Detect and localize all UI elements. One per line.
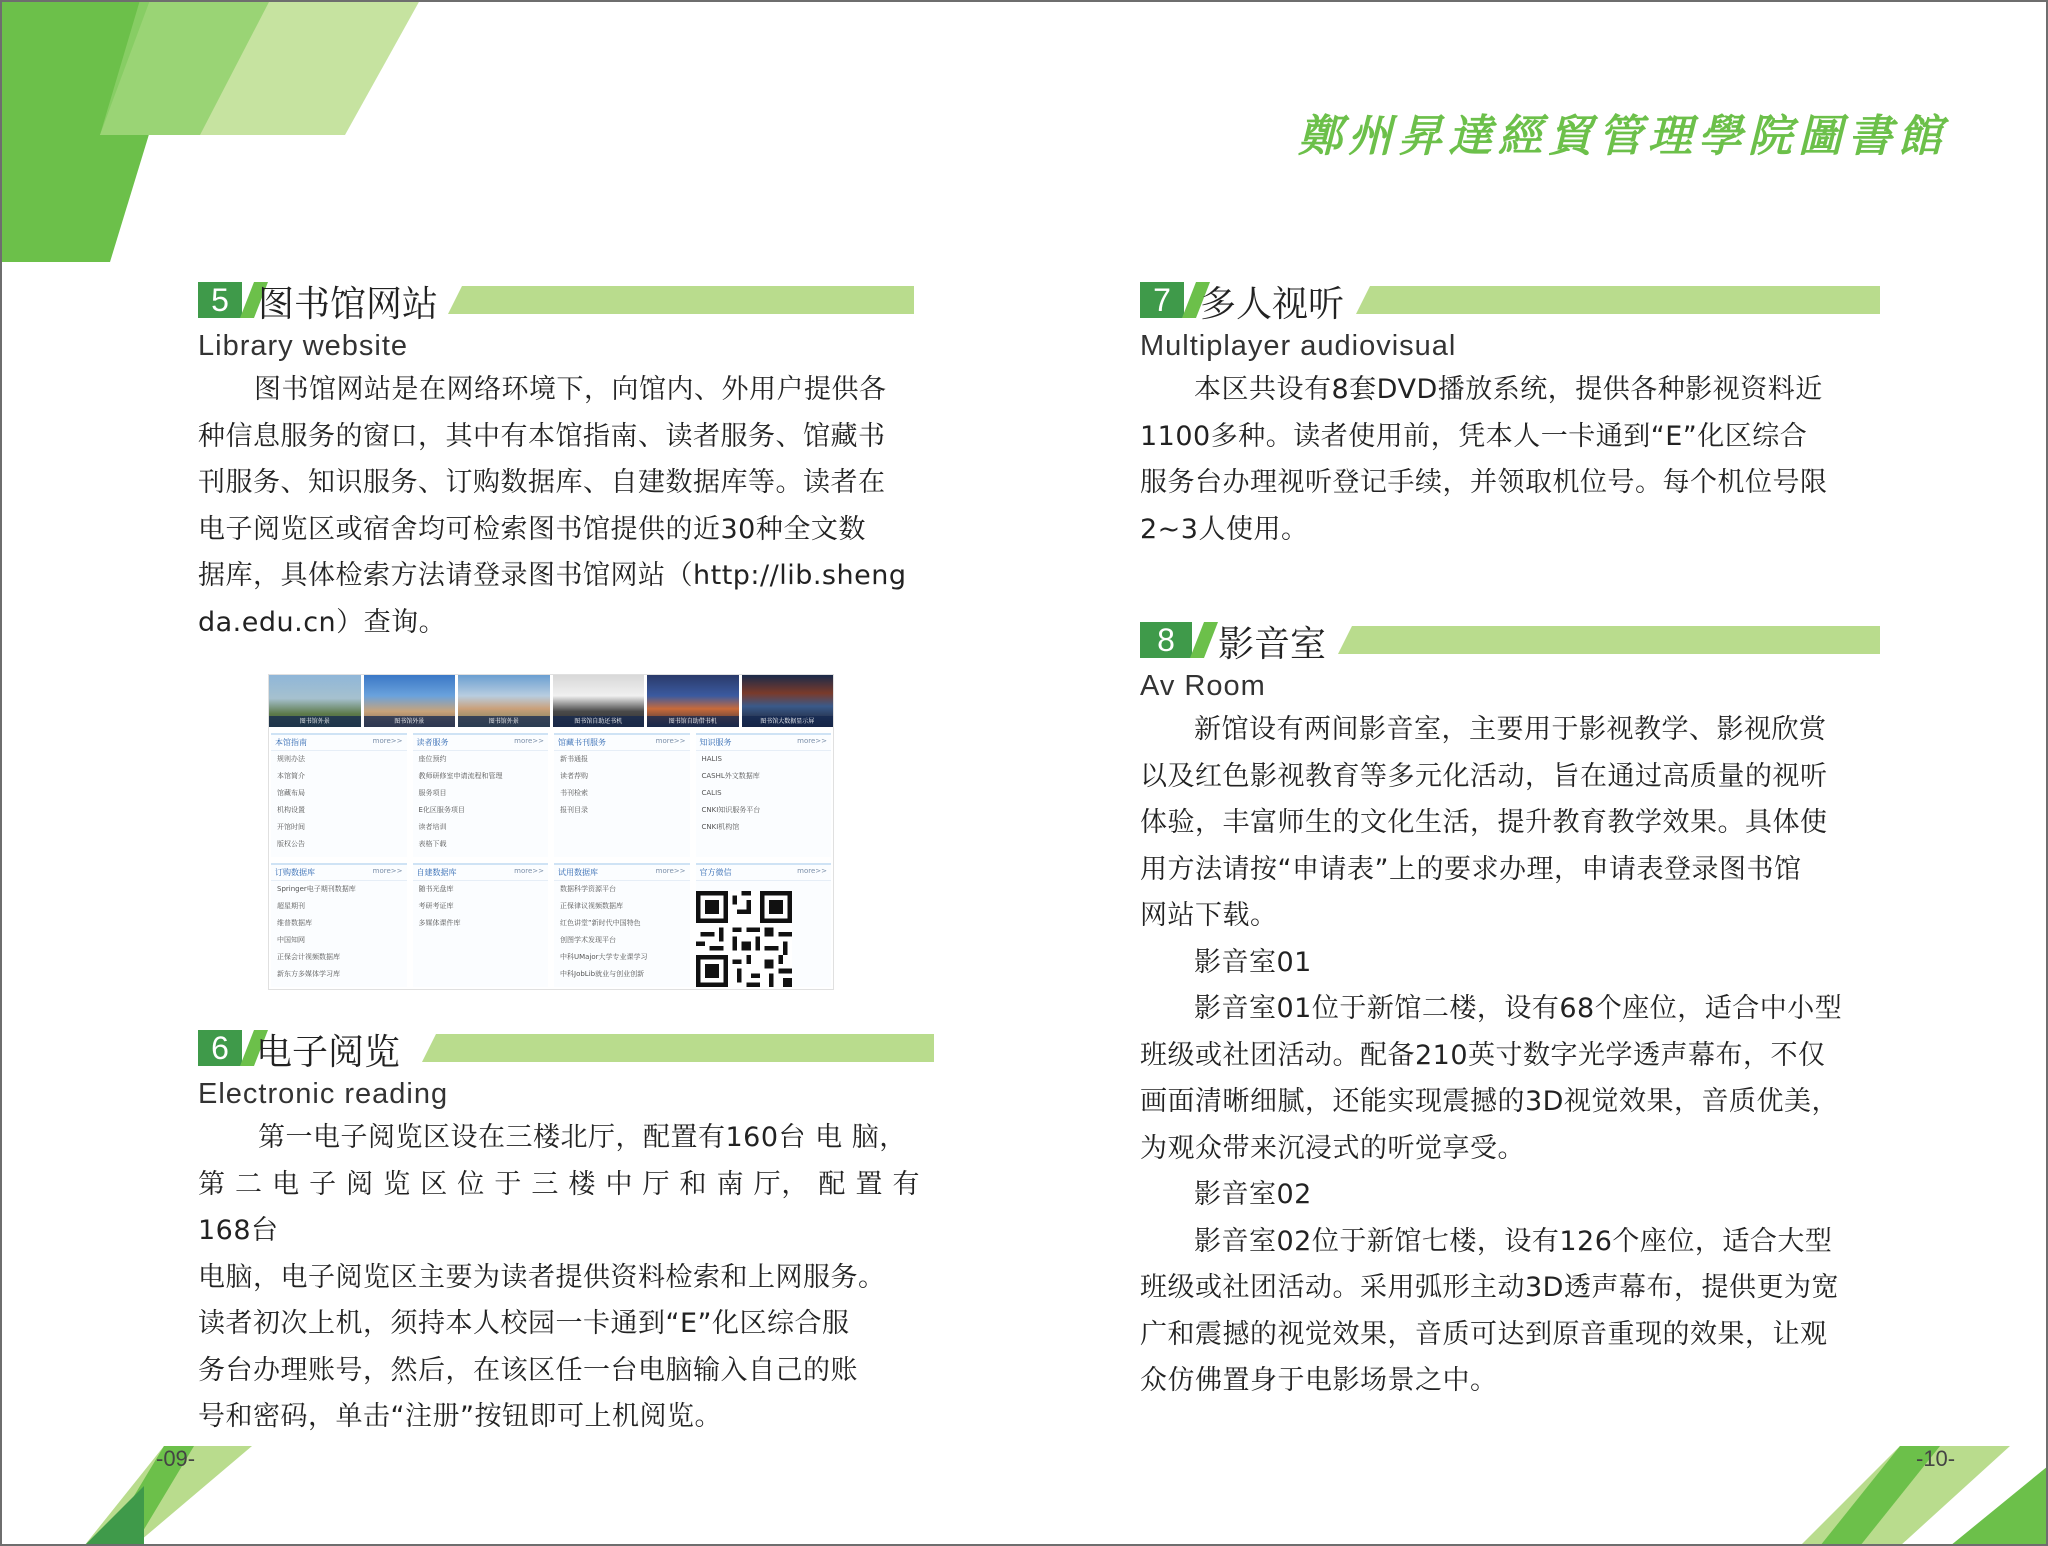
box-link[interactable]: 教师研修室申请流程和管理 [418,772,503,780]
box-link[interactable]: E化区服务项目 [418,806,465,814]
text-line: 影音室01 [1194,946,1312,978]
section-number: 6 [198,1030,242,1066]
section-subtitle: Av Room [1140,670,1266,702]
box-link[interactable]: 表格下载 [418,840,447,848]
more-link[interactable]: more>> [655,737,686,745]
box-title: 馆藏书刊服务 [558,738,606,747]
more-link[interactable]: more>> [655,867,686,875]
section-title: 影音室 [1218,624,1327,665]
box-link[interactable]: 创图学术发现平台 [560,936,616,944]
text-line: da.edu.cn）查询。 [198,606,447,638]
box-link[interactable]: 超星期刊 [277,902,305,910]
library-name-header: 鄭州昇達經貿管理學院圖書館 [1298,111,1948,162]
text-line: 网站下载。 [1140,900,1278,931]
box-title: 试用数据库 [558,868,598,877]
more-link[interactable]: more>> [372,867,403,875]
photo-caption: 图书馆外景 [458,716,550,727]
text-line: 第 二 电 子 阅 览 区 位 于 三 楼 中 厅 和 南 厅， 配 置 有168台 [198,1168,921,1246]
text-line: 读者初次上机，须持本人校园一卡通到“E”化区综合服 [198,1308,850,1339]
box-link[interactable]: 馆藏布局 [277,789,305,797]
box-title: 订购数据库 [275,868,315,877]
more-link[interactable]: more>> [514,867,544,875]
box-title: 自建数据库 [416,868,457,877]
box-link[interactable]: 报刊目录 [560,806,588,814]
text-line: 众仿佛置身于电影场景之中。 [1140,1365,1498,1396]
box-link[interactable]: 考研考证库 [418,902,454,910]
box-link[interactable]: HALIS [701,755,722,763]
text-line: 务台办理账号，然后，在该区任一台电脑输入自己的账 [198,1354,858,1386]
text-line: 号和密码，单击“注册”按钮即可上机阅览。 [198,1401,722,1432]
box-link[interactable]: 规则办法 [277,755,305,763]
text-line: 以及红色影视教育等多元化活动，旨在通过高质量的视听 [1140,760,1828,792]
box-link[interactable]: 数据科学资源平台 [560,885,616,893]
text-line: 种信息服务的窗口，其中有本馆指南、读者服务、馆藏书 [198,420,886,452]
section-number: 8 [1140,622,1192,658]
text-line: 本区共设有8套DVD播放系统，提供各种影视资料近 [1194,374,1823,405]
box-link[interactable]: 机构设置 [277,806,305,814]
text-line: 服务台办理视听登记手续，并领取机位号。每个机位号限 [1140,467,1828,498]
text-line: 用方法请按“申请表”上的要求办理，申请表登录图书馆 [1140,853,1802,885]
text-line: 刊服务、知识服务、订购数据库、自建数据库等。读者在 [198,467,886,498]
text-line: 体验，丰富师生的文化生活，提升教育教学效果。具体使 [1140,807,1828,838]
box-link[interactable]: 红色讲堂”新时代中国特色 [560,919,641,927]
more-link[interactable]: more>> [514,737,544,745]
box-link[interactable]: 正保会计视频数据库 [277,953,340,961]
text-line: 新馆设有两间影音室，主要用于影视教学、影视欣赏 [1194,714,1827,745]
section-title: 图书馆网站 [258,284,439,325]
photo-caption: 图书馆自助借书机 [647,716,739,727]
box-link[interactable]: 新东方多媒体学习库 [277,970,340,978]
page-number-right: -10- [1916,1446,1956,1471]
box-link[interactable]: 读者荐购 [560,772,588,780]
box-title: 读者服务 [416,738,449,747]
box-link[interactable]: 维普数据库 [277,919,312,927]
text-line: 第一电子阅览区设在三楼北厅，配置有160台 电 脑， [258,1122,907,1153]
text-line: 为观众带来沉浸式的听觉享受。 [1140,1132,1525,1164]
box-link[interactable]: 中科UMajor大学专业课学习 [560,953,648,961]
more-link[interactable]: more>> [797,737,827,745]
box-link[interactable]: 读者培训 [418,823,447,831]
box-link[interactable]: 多媒体课件库 [418,919,461,927]
section-subtitle: Library website [198,330,409,362]
box-link[interactable]: CALIS [701,789,722,797]
section-subtitle: Multiplayer audiovisual [1140,330,1457,362]
box-link[interactable]: 中国知网 [277,936,305,944]
text-line: 1100多种。读者使用前，凭本人一卡通到“E”化区综合 [1140,420,1808,452]
box-title: 知识服务 [699,738,732,747]
text-line: 班级或社团活动。配备210英寸数字光学透声幕布，不仅 [1140,1039,1826,1071]
text-line: 影音室02位于新馆七楼，设有126个座位，适合大型 [1194,1225,1833,1257]
box-title: 官方微信 [699,868,732,877]
more-link[interactable]: more>> [797,867,827,875]
text-line: 电脑，电子阅览区主要为读者提供资料检索和上网服务。 [198,1261,886,1293]
text-line: 图书馆网站是在网络环境下，向馆内、外用户提供各 [254,374,887,405]
photo-caption: 图书馆大数据显示屏 [742,716,834,727]
text-line: 影音室01位于新馆二楼，设有68个座位，适合中小型 [1194,993,1843,1024]
box-link[interactable]: 随书光盘库 [418,885,454,893]
box-link[interactable]: 服务项目 [418,789,447,797]
box-link[interactable]: Springer电子期刊数据库 [277,885,356,893]
text-line: 2~3人使用。 [1140,513,1309,545]
box-link[interactable]: CASHL外文数据库 [701,772,760,780]
box-link[interactable]: 开馆时间 [277,823,305,831]
photo-caption: 图书馆外景 [269,716,361,727]
section-subtitle: Electronic reading [198,1078,449,1110]
box-link[interactable]: 正保律议视频数据库 [560,902,623,910]
text-line: 据库，具体检索方法请登录图书馆网站（http://lib.sheng [198,560,907,591]
text-line: 电子阅览区或宿舍均可检索图书馆提供的近30种全文数 [198,513,866,545]
text-line: 广和震撼的视觉效果，音质可达到原音重现的效果，让观 [1140,1318,1828,1350]
more-link[interactable]: more>> [372,737,403,745]
box-link[interactable]: 座位预约 [418,755,447,763]
box-link[interactable]: 版权公告 [277,840,305,848]
box-link[interactable]: CNKI知识服务平台 [701,806,761,814]
section-number: 5 [198,282,242,318]
text-line: 班级或社团活动。采用弧形主动3D透声幕布，提供更为宽 [1140,1272,1839,1303]
page-number-left: -09- [156,1446,196,1471]
box-link[interactable]: CNKI机构馆 [701,823,740,831]
box-link[interactable]: 中科JobLib就业与创业创新 [560,970,645,978]
text-line: 画面清晰细腻，还能实现震撼的3D视觉效果，音质优美， [1140,1086,1839,1117]
section-title: 多人视听 [1200,284,1345,325]
box-link[interactable]: 书刊检索 [560,789,588,797]
photo-caption: 图书馆自助还书机 [553,716,645,727]
box-link[interactable]: 本馆简介 [277,772,305,780]
photo-caption: 图书馆外景 [364,716,456,727]
section-number: 7 [1140,282,1184,318]
box-title: 本馆指南 [275,738,307,747]
box-link[interactable]: 新书通报 [560,755,588,763]
text-line: 影音室02 [1194,1179,1312,1210]
section-title: 电子阅览 [256,1032,401,1073]
